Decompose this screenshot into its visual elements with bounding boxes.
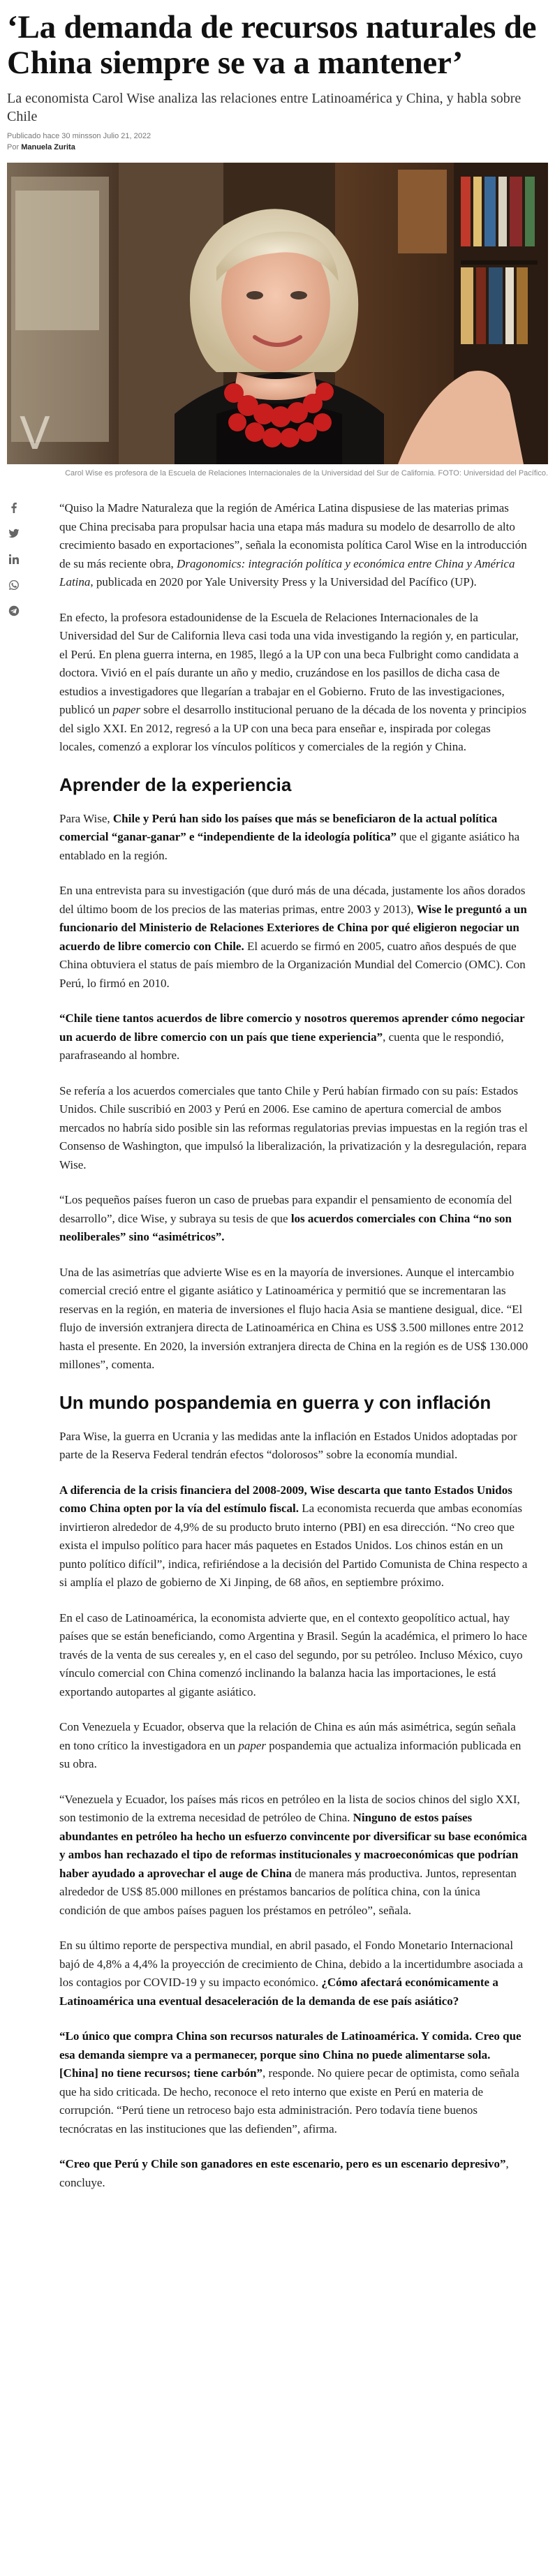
- paragraph: En su último reporte de perspectiva mundial, en abril pasado, el Fondo Monetario Internacional bajó de 4,8% a 4,4% la proyección de crecimiento de China, debido a la incertidumbre asociada a los contagios por COVID-19 y su impacto económico. ¿Cómo afectará económicamente a Latinoamérica una eventual desaceleración de la demanda de ese país asiático?: [59, 1939, 524, 2008]
- linkedin-icon[interactable]: [8, 554, 20, 565]
- published-label: Publicado: [7, 132, 41, 140]
- lead-photo: [7, 163, 548, 464]
- share-bar: [8, 502, 24, 631]
- paragraph: Se refería a los acuerdos comerciales que tanto Chile y Perú habían firmado con su país: Estados Unidos. Chile suscribió en 2003 y Perú en 2006. Ese camino de apertura comercial de ambos mercados no habría sido posible sin las reformas regulatorias previas impuestas en la región tras el Consenso de Washington, que impulsó la liberalización, la privatización y la desregulación, repara Wise.: [59, 1083, 528, 1171]
- whatsapp-icon[interactable]: [8, 579, 20, 591]
- published-relative: hace 30 minsson: [43, 132, 101, 140]
- paragraph: Para Wise, Chile y Perú han sido los países que más se beneficiaron de la actual política comercial “ganar-ganar” e “independiente de la ideología política” que el gigante asiático ha entablado en la región.: [59, 811, 520, 862]
- paragraph: En el caso de Latinoamérica, la economista advierte que, en el contexto geopolítico actual, hay países que se están beneficiando, como Argentina y Brasil. Según la académica, el primero lo hace través de la venta de sus cereales y, en el caso del segundo, por su petróleo. Incluso México, cuyo vínculo comercial con China comenzó inclinando la balanza hacia las importaciones, le está exportando autopartes al gigante asiático.: [59, 1611, 528, 1698]
- author-link[interactable]: Manuela Zurita: [21, 143, 75, 151]
- paragraph: “Venezuela y Ecuador, los países más ricos en petróleo en la lista de socios chinos del siglo XXI, son testimonio de la extrema necesidad de petróleo de China. Ninguno de estos países abundantes en petróleo ha hecho un esfuerzo convincente por diversificar su base económica y ambos han rechazado el tipo de reformas institucionales y macroeconómicas que podrían haber ayudado a aprovechar el auge de China de manera más productiva. Juntos, representan alrededor de US$ 85.000 millones en préstamos bancarios de política china, con la única condición de que ambos países paguen los préstamos en petróleo”, señala.: [59, 1792, 527, 1917]
- paragraph: Para Wise, la guerra en Ucrania y las medidas ante la inflación en Estados Unidos adoptadas por parte de la Reserva Federal tendrán efectos “dolorosos” sobre la economía mundial.: [59, 1429, 517, 1461]
- publish-info: [7, 131, 548, 142]
- photo-caption: Carol Wise es profesora de la Escuela de Relaciones Internacionales de la Universidad del Sur de California. FOTO: Universidad del Pacífico.: [65, 469, 548, 478]
- paragraph: “Quiso la Madre Naturaleza que la región de América Latina dispusiese de las materias primas que China precisaba para propulsar hacia una etapa más madura su modelo de desarrollo de alto crecimiento basado en exportaciones”, señala la economista política Carol Wise en la introducción de su más reciente obra, Dragonomics: integración política y económica entre China y América Latina, publicada en 2020 por Yale University Press y la Universidad del Pacífico (UP).: [59, 501, 527, 589]
- telegram-icon[interactable]: [8, 605, 20, 616]
- portrait-illustration: [7, 163, 548, 464]
- svg-text:V: V: [20, 408, 50, 460]
- paragraph: “Creo que Perú y Chile son ganadores en este escenario, pero es un escenario depresivo”, concluye.: [59, 2157, 509, 2189]
- article-body-area: [0, 478, 555, 2192]
- paragraph: Con Venezuela y Ecuador, observa que la relación de China es aún más asimétrica, según señala en tono crítico la investigadora en un paper pospandemia que actualiza información publicada en su obra.: [59, 1720, 521, 1770]
- byline: [7, 142, 548, 153]
- paragraph: “Chile tiene tantos acuerdos de libre comercio y nosotros queremos aprender cómo negociar un acuerdo de libre comercio con un país que tiene experiencia”, cuenta que le respondió, parafraseando al hombre.: [59, 1012, 525, 1062]
- article-subtitle: La economista Carol Wise analiza las relaciones entre Latinoamérica y China, y habla sobre Chile: [7, 91, 521, 124]
- article-text: [59, 499, 528, 2192]
- paragraph: En una entrevista para su investigación (que duró más de una década, justamente los años dorados del último boom de los precios de las materias primas, entre 2003 y 2013), Wise le preguntó a un funcionario del Ministerio de Relaciones Exteriores de China por qué eligieron negociar un acuerdo de libre comercio con Chile. El acuerdo se firmó en 2005, cuatro años después de que China obtuviera el status de país miembro de la Organización Mundial del Comercio (OMC). Con Perú, lo firmó en 2010.: [59, 884, 527, 990]
- paragraph: “Lo único que compra China son recursos naturales de Latinoamérica. Y comida. Creo que esa demanda siempre va a permanecer, porque sino China no puede alimentarse sola. [China] no tiene recursos; tiene carbón”, responde. No quiere pecar de optimista, como señala que ha sido criticada. De hecho, reconoce el reto interno que existe en Perú en materia de corrupción. “Perú tiene un retroceso bajo esta administración. Pero todavía tiene buenos tecnócratas en las instituciones que las defienden”, afirma.: [59, 2029, 521, 2135]
- paragraph: En efecto, la profesora estadounidense de la Escuela de Relaciones Internacionales de la Universidad del Sur de California lleva casi toda una vida investigando la región y, en particular, el Perú. En plena guerra interna, en 1985, llegó a la UP con una beca Fulbright como candidata a doctora. Vivió en el país durante un año y medio, cruzándose en los pasillos de dicha casa de estudios a investigadores que llegarían a trabajar en el Gobierno. Fruto de las investigaciones, publicó un paper sobre el desarrollo institucional peruano de la década de los noventa y principios del siglo XXI. En 2012, regresó a la UP con una beca para enseñar e, inspirada por colegas locales, comenzó a explorar los vínculos políticos y comerciales de la región y China.: [59, 610, 526, 753]
- paragraph: “Los pequeños países fueron un caso de pruebas para expandir el pensamiento de economía del desarrollo”, dice Wise, y subraya su tesis de que los acuerdos comerciales con China “no son neoliberales” sino “asimétricos”.: [59, 1193, 512, 1243]
- by-label: Por: [7, 143, 20, 151]
- paragraph: Una de las asimetrías que advierte Wise es en la mayoría de inversiones. Aunque el intercambio comercial creció entre el gigante asiático y Latinoamérica y permitió que se incrementaran las reservas en la región, en materia de inversiones el flujo hacia Asia se mantiene desigual, dice. “El flujo de inversión extranjera directa de Latinoamérica en China es US$ 3.500 millones entre 2012 hasta el presente. En 2020, la inversión extranjera directa de China en la región es de US$ 130.000 millones”, comenta.: [59, 1265, 528, 1371]
- section-heading: Un mundo pospandemia en guerra y con inflación: [59, 1391, 491, 1413]
- twitter-icon[interactable]: [8, 528, 20, 539]
- section-heading: Aprender de la experiencia: [59, 773, 292, 795]
- facebook-icon[interactable]: [8, 502, 20, 513]
- article-header: [0, 0, 555, 153]
- published-date: Julio 21, 2022: [103, 132, 151, 140]
- paragraph: A diferencia de la crisis financiera del 2008-2009, Wise descarta que tanto Estados Unidos como China opten por la vía del estímulo fiscal. La economista recuerda que ambas economías invirtieron alrededor de 4,9% de su producto bruto interno (PBI) en esa dirección. “No creo que exista el impulso político para hacer más paquetes en Estados Unidos. Los chinos están en un punto político difícil”, indica, refiriéndose a la decisión del Partido Comunista de China respecto a si amplía el plazo de gobierno de Xi Jinping, de 68 años, en septiembre próximo.: [59, 1483, 528, 1589]
- article-title: ‘La demanda de recursos naturales de China siempre se va a mantener’: [7, 9, 537, 81]
